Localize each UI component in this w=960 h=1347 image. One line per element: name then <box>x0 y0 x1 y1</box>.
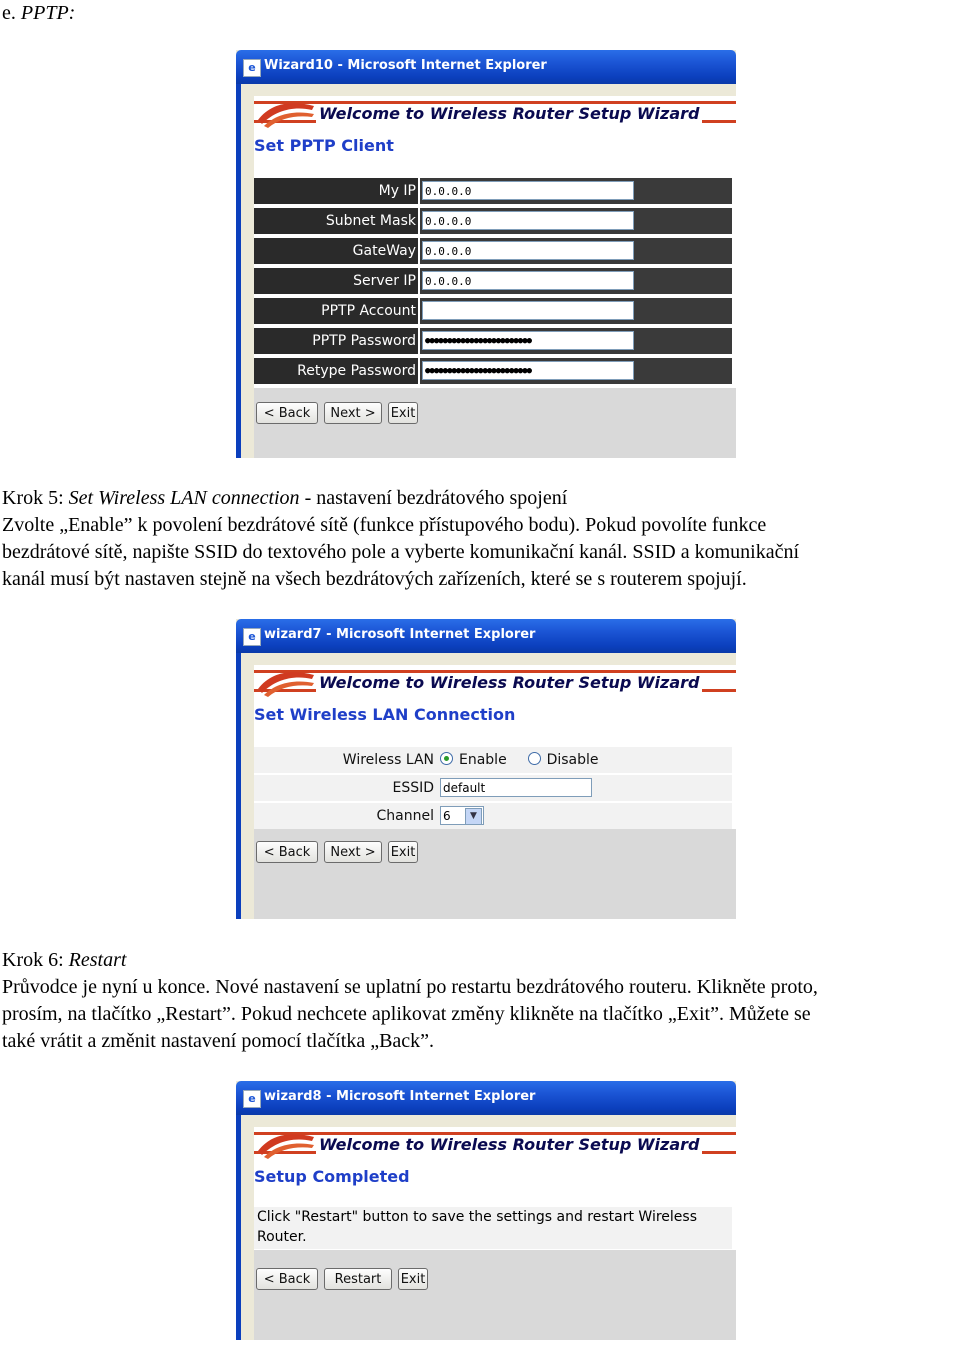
wizard-banner <box>254 1127 736 1159</box>
back-button[interactable]: < Back <box>256 841 318 863</box>
restart-button[interactable]: Restart <box>324 1268 392 1290</box>
retype-password-input[interactable]: ●●●●●●●●●●●●●●●●●●●●●●●● <box>422 361 634 380</box>
channel-select[interactable] <box>440 806 484 825</box>
heading-title: PPTP: <box>20 2 76 24</box>
step-title: Set Wireless LAN connection <box>68 487 300 509</box>
wizard-banner <box>254 665 736 697</box>
ie-window-pptp <box>236 50 736 458</box>
field-row-my-ip <box>254 178 732 206</box>
window-frame <box>236 653 241 919</box>
field-row-server-ip <box>254 268 732 296</box>
field-label: PPTP Password <box>254 328 418 354</box>
paragraph-line: také vrátit a změnit nastavení pomocí tlačítka „Back”. <box>2 1030 435 1052</box>
essid-label: ESSID <box>392 780 434 796</box>
ie-window-completed <box>236 1081 736 1340</box>
field-row-retype-password <box>254 358 732 386</box>
paragraph-line: Zvolte „Enable” k povolení bezdrátové sítě (funkce přístupového bodu). Pokud povolíte funkce <box>2 514 767 536</box>
window-title: Wizard10 - Microsoft Internet Explorer <box>264 58 547 73</box>
step-label: Krok 5: <box>2 487 69 509</box>
button-bar <box>254 1250 736 1340</box>
back-button[interactable]: < Back <box>256 1268 318 1290</box>
window-title: wizard7 - Microsoft Internet Explorer <box>264 627 536 642</box>
channel-row <box>254 803 732 831</box>
logo-swoosh-icon <box>256 1129 316 1159</box>
completion-message <box>254 1207 732 1249</box>
wizard-banner-text: Welcome to Wireless Router Setup Wizard <box>316 104 702 123</box>
window-titlebar <box>236 1081 736 1115</box>
window-titlebar <box>236 50 736 84</box>
exit-button[interactable]: Exit <box>388 402 418 424</box>
logo-swoosh-icon <box>256 98 316 128</box>
essid-row <box>254 775 732 803</box>
paragraph-line: bezdrátové sítě, napište SSID do textového pole a vyberte komunikační kanál. SSID a komunikační <box>2 541 800 563</box>
radio-empty-icon[interactable] <box>528 752 541 765</box>
window-frame <box>236 1115 241 1340</box>
wizard-banner-text: Welcome to Wireless Router Setup Wizard <box>316 673 702 692</box>
subnet-mask-input[interactable]: 0.0.0.0 <box>422 211 634 230</box>
chevron-down-icon[interactable]: ▼ <box>465 808 482 825</box>
message-line: Click "Restart" button to save the settings and restart Wireless <box>257 1209 698 1225</box>
back-button[interactable]: < Back <box>256 402 318 424</box>
disable-option[interactable]: Disable <box>546 752 599 768</box>
next-button[interactable]: Next > <box>324 841 382 863</box>
button-bar <box>254 829 736 919</box>
window-title: wizard8 - Microsoft Internet Explorer <box>264 1089 536 1104</box>
logo-swoosh-icon <box>256 667 316 697</box>
step-suffix: - nastavení bezdrátového spojení <box>299 487 568 509</box>
wizard-banner <box>254 96 736 128</box>
window-titlebar <box>236 619 736 653</box>
wireless-lan-row <box>254 747 732 775</box>
wireless-lan-label: Wireless LAN <box>342 752 434 768</box>
step-label: Krok 6: <box>2 949 69 971</box>
window-frame <box>236 84 241 458</box>
step6-heading <box>2 947 126 974</box>
field-row-gateway <box>254 238 732 266</box>
exit-button[interactable]: Exit <box>388 841 418 863</box>
channel-value: 6 <box>443 809 451 823</box>
exit-button[interactable]: Exit <box>398 1268 428 1290</box>
ie-window-icon: e <box>243 1090 261 1108</box>
step-title: Restart <box>68 949 127 971</box>
field-label: Server IP <box>254 268 418 294</box>
server-ip-input[interactable]: 0.0.0.0 <box>422 271 634 290</box>
page-title: Set Wireless LAN Connection <box>254 705 516 724</box>
enable-option[interactable]: Enable <box>459 752 507 768</box>
field-label: Subnet Mask <box>254 208 418 234</box>
wizard-content <box>254 1127 736 1340</box>
wizard-content <box>254 96 736 458</box>
field-label: Retype Password <box>254 358 418 384</box>
wizard-content <box>254 665 736 919</box>
paragraph-line: kanál musí být nastaven stejně na všech bezdrátových zařízeních, které se s routerem spojují. <box>2 568 747 590</box>
field-row-pptp-account <box>254 298 732 326</box>
essid-input[interactable]: default <box>440 778 592 797</box>
section-heading <box>2 0 75 27</box>
wizard-banner-text: Welcome to Wireless Router Setup Wizard <box>316 1135 702 1154</box>
field-row-pptp-password <box>254 328 732 356</box>
pptp-account-input[interactable] <box>422 301 634 320</box>
step5-heading <box>2 485 567 512</box>
radio-selected-icon[interactable] <box>440 752 453 765</box>
ie-window-icon: e <box>243 59 261 77</box>
field-label: GateWay <box>254 238 418 264</box>
ie-window-wireless <box>236 619 736 919</box>
heading-prefix: e. <box>2 2 21 24</box>
paragraph-line: prosím, na tlačítko „Restart”. Pokud nechcete aplikovat změny klikněte na tlačítko „Exit”. Můžete se <box>2 1003 811 1025</box>
page-title: Setup Completed <box>254 1167 410 1186</box>
button-bar <box>254 388 736 458</box>
field-label: PPTP Account <box>254 298 418 324</box>
pptp-password-input[interactable]: ●●●●●●●●●●●●●●●●●●●●●●●● <box>422 331 634 350</box>
message-line: Router. <box>257 1229 307 1245</box>
paragraph-line: Průvodce je nyní u konce. Nové nastavení se uplatní po restartu bezdrátového routeru. Klikněte proto, <box>2 976 818 998</box>
field-row-subnet-mask <box>254 208 732 236</box>
ie-window-icon: e <box>243 628 261 646</box>
gateway-input[interactable]: 0.0.0.0 <box>422 241 634 260</box>
next-button[interactable]: Next > <box>324 402 382 424</box>
channel-label: Channel <box>376 808 434 824</box>
field-label: My IP <box>254 178 418 204</box>
page-title: Set PPTP Client <box>254 136 394 155</box>
my-ip-input[interactable]: 0.0.0.0 <box>422 181 634 200</box>
